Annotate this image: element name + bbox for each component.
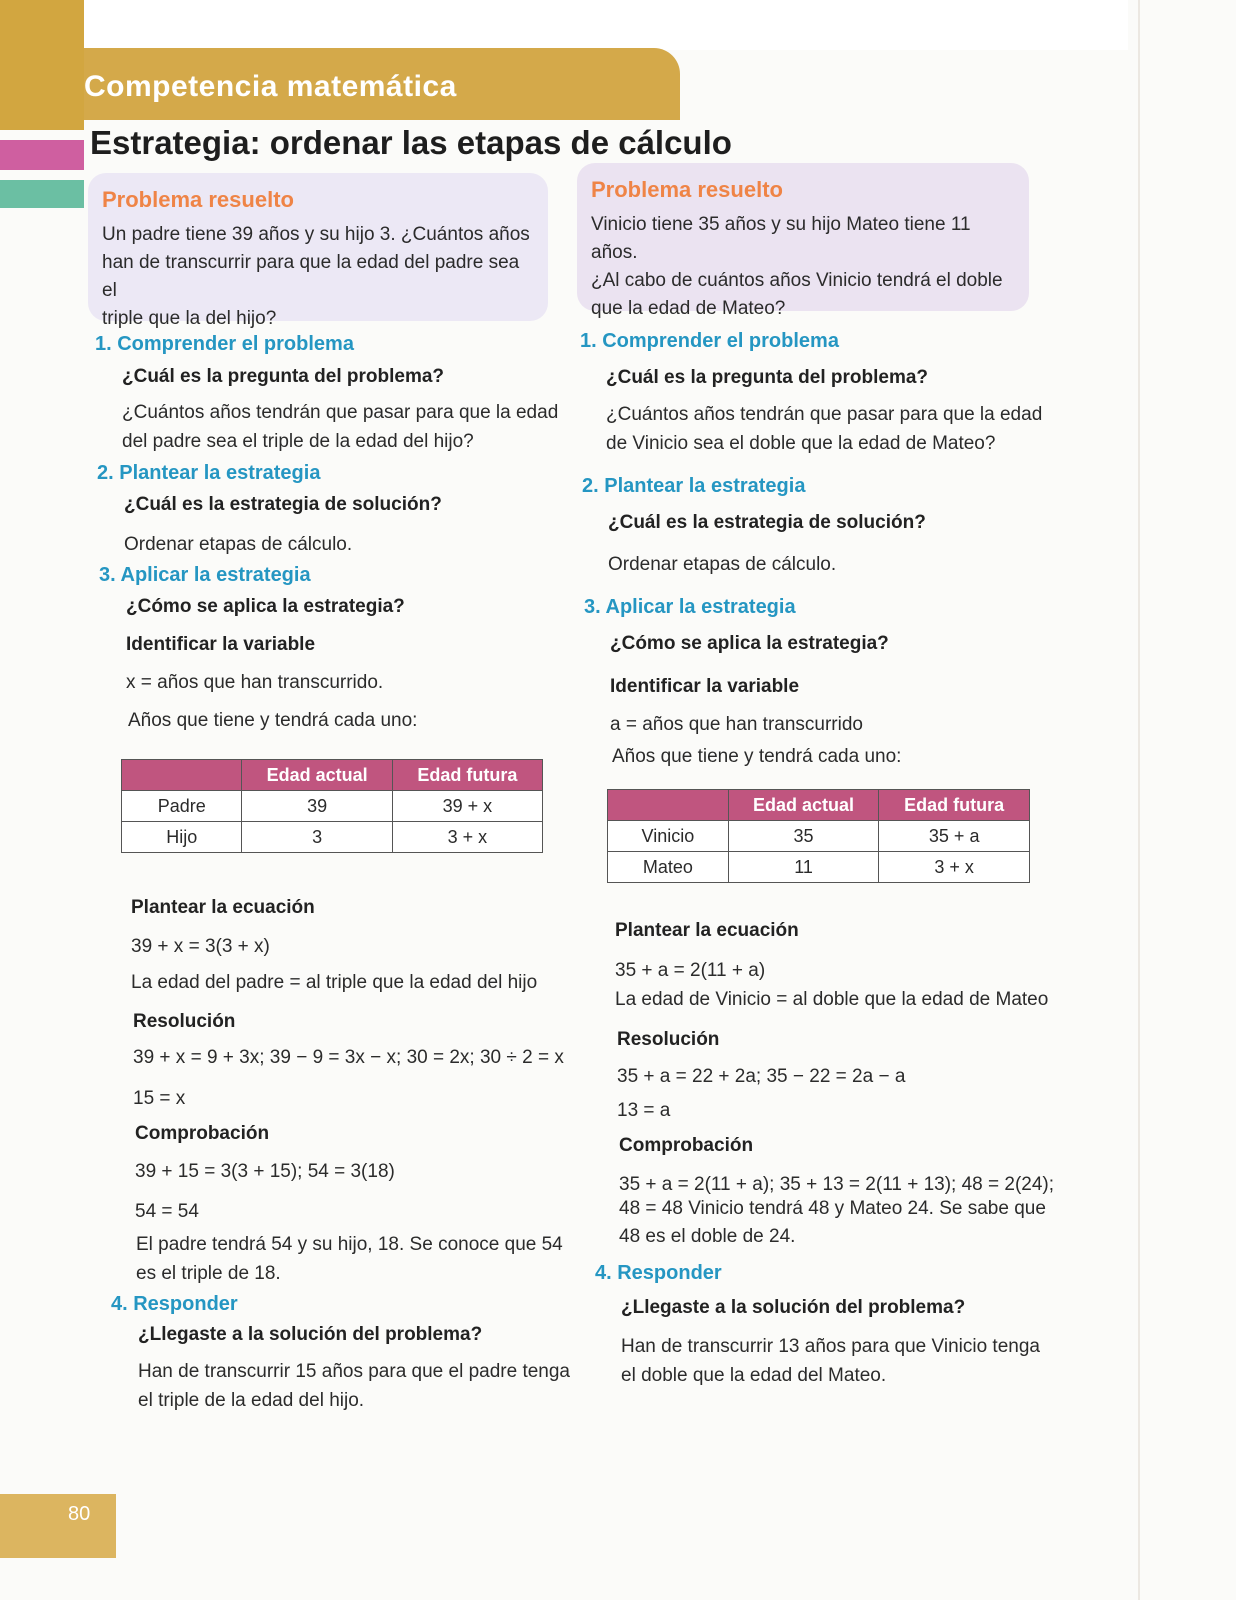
resolution-line: 13 = a <box>617 1100 671 1121</box>
accent-teal-bar <box>0 180 84 208</box>
step-question: ¿Llegaste a la solución del problema? <box>621 1297 966 1318</box>
step-question: ¿Cuál es la pregunta del problema? <box>122 366 445 387</box>
equation: 35 + a = 2(11 + a) <box>615 960 766 981</box>
check-label: Comprobación <box>619 1135 754 1156</box>
step-answer: de Vinicio sea el doble que la edad de Mateo? <box>606 433 996 454</box>
table-cell: Mateo <box>608 852 729 883</box>
table-header-cell: Edad futura <box>392 760 542 791</box>
table-header-cell: Edad futura <box>879 790 1030 821</box>
check-line: 48 es el doble de 24. <box>619 1226 796 1247</box>
ages-intro: Años que tiene y tendrá cada uno: <box>128 710 418 731</box>
check-line: 39 + 15 = 3(3 + 15); 54 = 3(18) <box>135 1161 395 1182</box>
table-cell: 39 + x <box>392 791 542 822</box>
step-heading: 3. Aplicar la estrategia <box>99 564 311 586</box>
step-answer: Ordenar etapas de cálculo. <box>124 534 353 555</box>
step-question: ¿Cómo se aplica la estrategia? <box>610 633 889 654</box>
check-label: Comprobación <box>135 1123 270 1144</box>
equation-note: La edad de Vinicio = al doble que la edad de Mateo <box>615 989 1049 1010</box>
step-answer: el doble que la edad del Mateo. <box>621 1365 887 1386</box>
problem-line: Vinicio tiene 35 años y su hijo Mateo tiene 11 años. <box>591 214 971 263</box>
table-header-cell: Edad actual <box>728 790 879 821</box>
equation: 39 + x = 3(3 + x) <box>131 936 270 957</box>
check-line: 48 = 48 Vinicio tendrá 48 y Mateo 24. Se sabe que <box>619 1198 1046 1219</box>
step-question: ¿Cuál es la estrategia de solución? <box>124 494 442 515</box>
table-cell: Padre <box>122 791 242 822</box>
table-row <box>608 852 1030 883</box>
problem-box-left <box>88 173 548 329</box>
problem-heading: Problema resuelto <box>102 187 294 212</box>
table-header-cell: Edad actual <box>242 760 392 791</box>
step-answer: Han de transcurrir 13 años para que Vinicio tenga <box>621 1336 1040 1357</box>
page-edge <box>1138 0 1140 1600</box>
problem-box-right <box>577 163 1029 319</box>
step-heading: 3. Aplicar la estrategia <box>584 596 796 618</box>
check-line: 35 + a = 2(11 + a); 35 + 13 = 2(11 + 13); 48 = 2(24); <box>619 1174 1055 1195</box>
step-question: ¿Cuál es la estrategia de solución? <box>608 512 926 533</box>
step-question: ¿Cuál es la pregunta del problema? <box>606 367 929 388</box>
table-cell: 39 <box>242 791 392 822</box>
step-answer: el triple de la edad del hijo. <box>138 1390 365 1411</box>
section-title: Competencia matemática <box>84 70 457 103</box>
table-cell: 11 <box>728 852 879 883</box>
step-answer: ¿Cuántos años tendrán que pasar para que la edad <box>606 404 1043 425</box>
ages-table <box>121 759 543 853</box>
problem-line: que la edad de Mateo? <box>591 298 786 319</box>
ages-table <box>607 789 1030 883</box>
equation-note: La edad del padre = al triple que la edad del hijo <box>131 972 538 993</box>
step-question: ¿Cómo se aplica la estrategia? <box>126 596 405 617</box>
check-line: 54 = 54 <box>135 1201 199 1222</box>
step-answer: Han de transcurrir 15 años para que el padre tenga <box>138 1361 570 1382</box>
page-number: 80 <box>68 1503 91 1525</box>
resolution-label: Resolución <box>133 1011 236 1032</box>
problem-line: ¿Al cabo de cuántos años Vinicio tendrá el doble <box>591 270 1003 291</box>
step-answer: ¿Cuántos años tendrán que pasar para que la edad <box>122 402 559 423</box>
step-heading: 4. Responder <box>111 1293 238 1315</box>
problem-line: triple que la del hijo? <box>102 308 277 329</box>
top-margin <box>84 0 1128 50</box>
table-cell: 3 + x <box>392 822 542 853</box>
section-tab-left <box>0 0 84 130</box>
step-heading: 1. Comprender el problema <box>95 333 354 355</box>
problem-line: han de transcurrir para que la edad del padre sea el <box>102 252 520 301</box>
table-row <box>608 821 1030 852</box>
step-question: ¿Llegaste a la solución del problema? <box>138 1324 483 1345</box>
problem-heading: Problema resuelto <box>591 177 783 202</box>
step-heading: 4. Responder <box>595 1262 722 1284</box>
problem-line: Un padre tiene 39 años y su hijo 3. ¿Cuántos años <box>102 224 530 245</box>
table-header-cell <box>608 790 729 821</box>
ages-intro: Años que tiene y tendrá cada uno: <box>612 746 902 767</box>
table-header-cell <box>122 760 242 791</box>
resolution-label: Resolución <box>617 1029 720 1050</box>
resolution-line: 15 = x <box>133 1088 186 1109</box>
step-heading: 2. Plantear la estrategia <box>97 462 321 484</box>
step-answer: del padre sea el triple de la edad del hijo? <box>122 431 474 452</box>
resolution-line: 39 + x = 9 + 3x; 39 − 9 = 3x − x; 30 = 2x; 30 ÷ 2 = x <box>133 1047 564 1068</box>
check-note: es el triple de 18. <box>136 1263 281 1284</box>
step-heading: 2. Plantear la estrategia <box>582 475 806 497</box>
page-number-tab <box>0 1494 116 1558</box>
step-heading: 1. Comprender el problema <box>580 330 839 352</box>
variable-definition: x = años que han transcurrido. <box>126 672 384 693</box>
table-cell: Hijo <box>122 822 242 853</box>
table-cell: 35 <box>728 821 879 852</box>
table-cell: 3 <box>242 822 392 853</box>
table-cell: Vinicio <box>608 821 729 852</box>
strategy-title: Estrategia: ordenar las etapas de cálculo <box>90 124 732 161</box>
table-cell: 35 + a <box>879 821 1030 852</box>
identify-variable-label: Identificar la variable <box>126 634 316 655</box>
table-row <box>122 791 543 822</box>
equation-label: Plantear la ecuación <box>615 920 799 941</box>
resolution-line: 35 + a = 22 + 2a; 35 − 22 = 2a − a <box>617 1066 906 1087</box>
step-answer: Ordenar etapas de cálculo. <box>608 554 837 575</box>
check-note: El padre tendrá 54 y su hijo, 18. Se conoce que 54 <box>136 1234 563 1255</box>
equation-label: Plantear la ecuación <box>131 897 315 918</box>
table-row <box>122 822 543 853</box>
table-cell: 3 + x <box>879 852 1030 883</box>
accent-pink-bar <box>0 140 84 170</box>
identify-variable-label: Identificar la variable <box>610 676 800 697</box>
variable-definition: a = años que han transcurrido <box>610 714 863 735</box>
